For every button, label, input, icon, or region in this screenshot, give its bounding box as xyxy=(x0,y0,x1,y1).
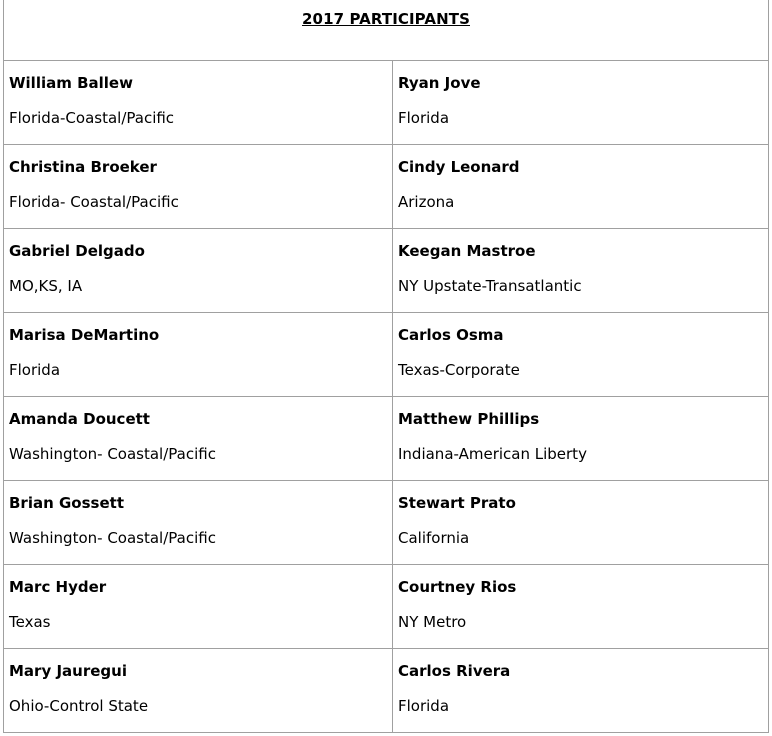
participant-cell xyxy=(3,313,392,397)
participant-name: Keegan Mastroe xyxy=(398,242,536,260)
participant-name: Stewart Prato xyxy=(398,494,516,512)
participant-region: Texas-Corporate xyxy=(398,361,520,379)
participant-region: Florida-Coastal/Pacific xyxy=(9,109,175,127)
participant-cell xyxy=(3,649,392,733)
participant-region: MO,KS, IA xyxy=(9,277,83,295)
page-title: 2017 PARTICIPANTS xyxy=(302,10,470,28)
participant-cell xyxy=(3,481,392,565)
participant-name: Matthew Phillips xyxy=(398,410,540,428)
title-row xyxy=(3,0,769,61)
participant-name: Cindy Leonard xyxy=(398,158,520,176)
participant-cell xyxy=(392,313,769,397)
participant-region: Indiana-American Liberty xyxy=(398,445,587,463)
participant-name: Ryan Jove xyxy=(398,74,481,92)
participant-region: Florida xyxy=(9,361,61,379)
participant-name: Carlos Osma xyxy=(398,326,504,344)
participant-cell xyxy=(392,565,769,649)
participant-name: Brian Gossett xyxy=(9,494,124,512)
participant-cell xyxy=(392,229,769,313)
participant-name: Carlos Rivera xyxy=(398,662,511,680)
participant-name: Christina Broeker xyxy=(9,158,157,176)
participant-region: Arizona xyxy=(398,193,455,211)
participants-grid xyxy=(3,61,769,733)
participant-name: Gabriel Delgado xyxy=(9,242,145,260)
participant-name: Amanda Doucett xyxy=(9,410,150,428)
participant-name: Mary Jauregui xyxy=(9,662,127,680)
participant-cell xyxy=(3,229,392,313)
participant-region: Washington- Coastal/Pacific xyxy=(9,529,216,547)
participant-region: NY Upstate-Transatlantic xyxy=(398,277,582,295)
participant-cell xyxy=(392,397,769,481)
participant-region: Florida xyxy=(398,109,450,127)
participant-region: Texas xyxy=(9,613,51,631)
participant-region: Washington- Coastal/Pacific xyxy=(9,445,216,463)
participant-cell xyxy=(392,145,769,229)
participant-cell xyxy=(3,61,392,145)
participant-cell xyxy=(392,61,769,145)
participant-name: William Ballew xyxy=(9,74,133,92)
participant-cell xyxy=(3,565,392,649)
participant-region: Florida- Coastal/Pacific xyxy=(9,193,179,211)
participant-cell xyxy=(392,649,769,733)
participant-region: California xyxy=(398,529,470,547)
participant-name: Marc Hyder xyxy=(9,578,107,596)
participant-cell xyxy=(3,397,392,481)
participant-region: Ohio-Control State xyxy=(9,697,149,715)
participant-cell xyxy=(3,145,392,229)
participant-cell xyxy=(392,481,769,565)
participant-region: Florida xyxy=(398,697,450,715)
participant-name: Courtney Rios xyxy=(398,578,517,596)
participant-region: NY Metro xyxy=(398,613,467,631)
participant-name: Marisa DeMartino xyxy=(9,326,160,344)
